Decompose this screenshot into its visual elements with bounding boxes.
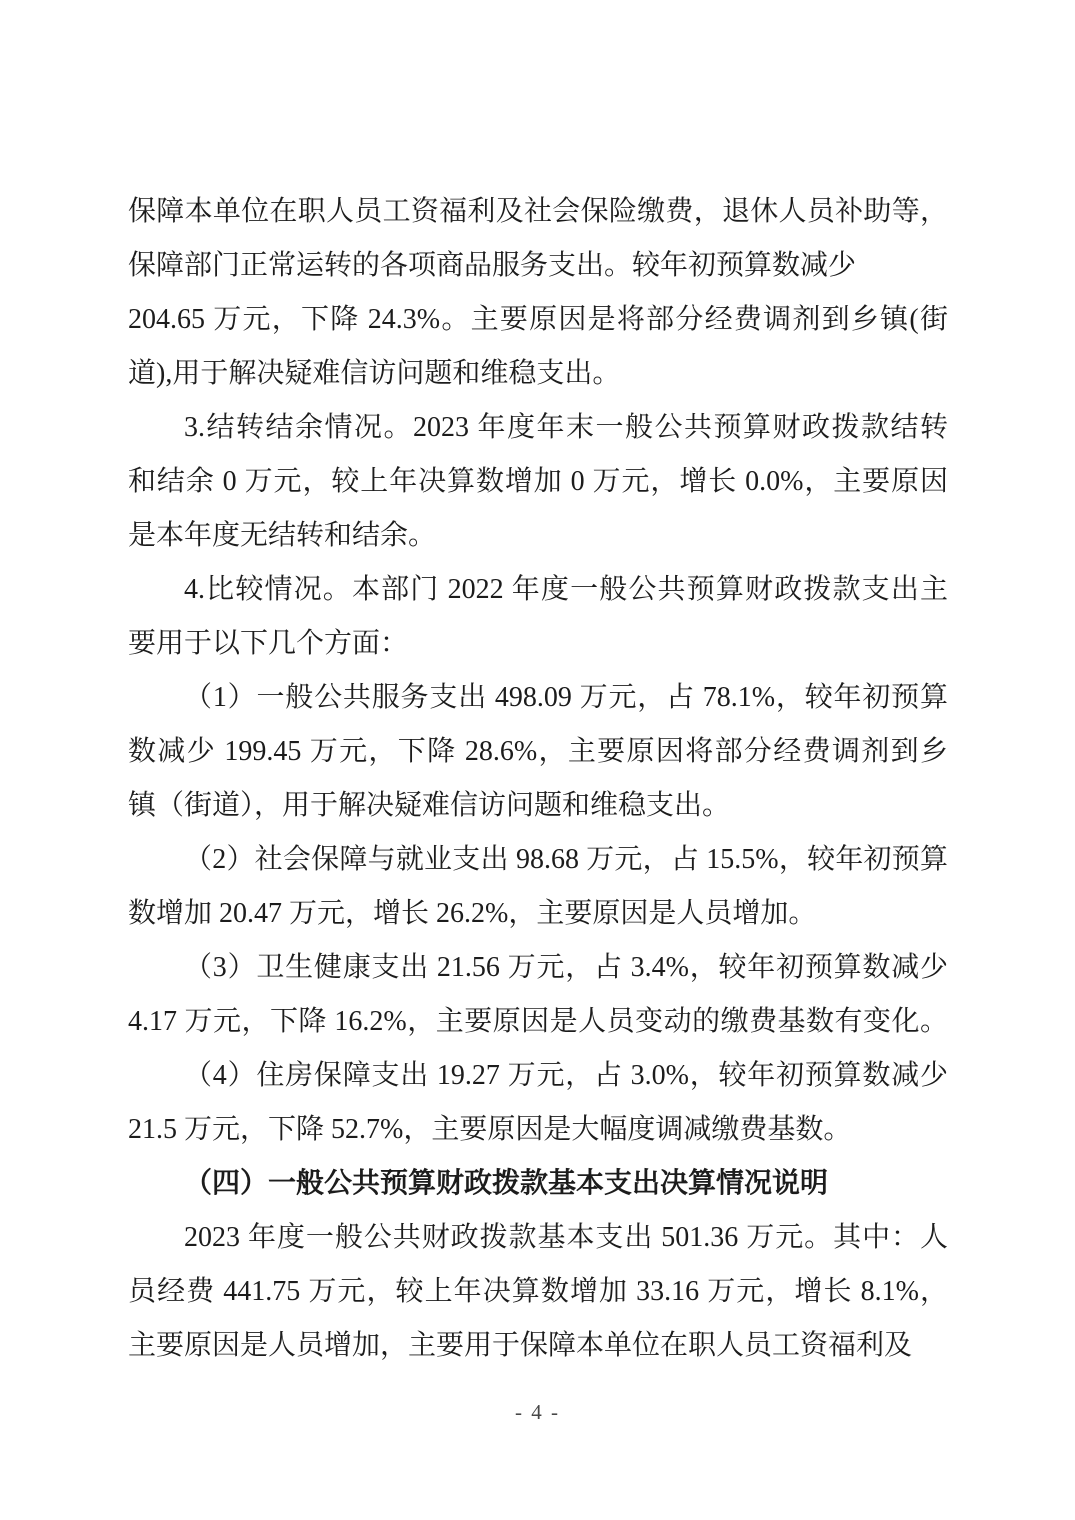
text-line: 员经费 441.75 万元，较上年决算数增加 33.16 万元，增长 8.1%，	[128, 1276, 948, 1307]
text-line: 4.17 万元，下降 16.2%，主要原因是人员变动的缴费基数有变化。	[128, 1006, 948, 1037]
body-text	[128, 185, 948, 1373]
section-heading: （四）一般公共预算财政拨款基本支出决算情况说明	[184, 1168, 829, 1199]
text-line: 保障本单位在职人员工资福利及社会保险缴费，退休人员补助等，	[128, 196, 948, 227]
text-line: 要用于以下几个方面：	[128, 628, 409, 659]
text-line: 数增加 20.47 万元，增长 26.2%，主要原因是人员增加。	[128, 898, 817, 929]
text-line: 主要原因是人员增加，主要用于保障本单位在职人员工资福利及	[128, 1330, 913, 1361]
text-line: （1）一般公共服务支出 498.09 万元，占 78.1%，较年初预算	[184, 682, 948, 713]
text-line: 保障部门正常运转的各项商品服务支出。较年初预算数减少	[128, 250, 857, 281]
text-line: 2023 年度一般公共财政拨款基本支出 501.36 万元。其中：人	[184, 1222, 948, 1253]
text-line: （4）住房保障支出 19.27 万元，占 3.0%，较年初预算数减少	[184, 1060, 948, 1091]
text-line: （3）卫生健康支出 21.56 万元，占 3.4%，较年初预算数减少	[184, 952, 948, 983]
text-line: 21.5 万元，下降 52.7%，主要原因是大幅度调减缴费基数。	[128, 1114, 852, 1145]
text-line: 数减少 199.45 万元，下降 28.6%，主要原因将部分经费调剂到乡	[128, 736, 948, 767]
page-number: - 4 -	[515, 1400, 560, 1424]
text-line: 镇（街道），用于解决疑难信访问题和维稳支出。	[128, 790, 731, 821]
text-line: 和结余 0 万元，较上年决算数增加 0 万元，增长 0.0%，主要原因	[128, 466, 948, 497]
text-line: （2）社会保障与就业支出 98.68 万元，占 15.5%，较年初预算	[184, 844, 948, 875]
text-line: 4.比较情况。本部门 2022 年度一般公共预算财政拨款支出主	[184, 574, 948, 605]
text-line: 204.65 万元，下降 24.3%。主要原因是将部分经费调剂到乡镇(街	[128, 304, 948, 335]
text-line: 3.结转结余情况。2023 年度年末一般公共预算财政拨款结转	[184, 412, 948, 443]
text-line: 是本年度无结转和结余。	[128, 520, 437, 551]
text-line: 道),用于解决疑难信访问题和维稳支出。	[128, 358, 621, 389]
